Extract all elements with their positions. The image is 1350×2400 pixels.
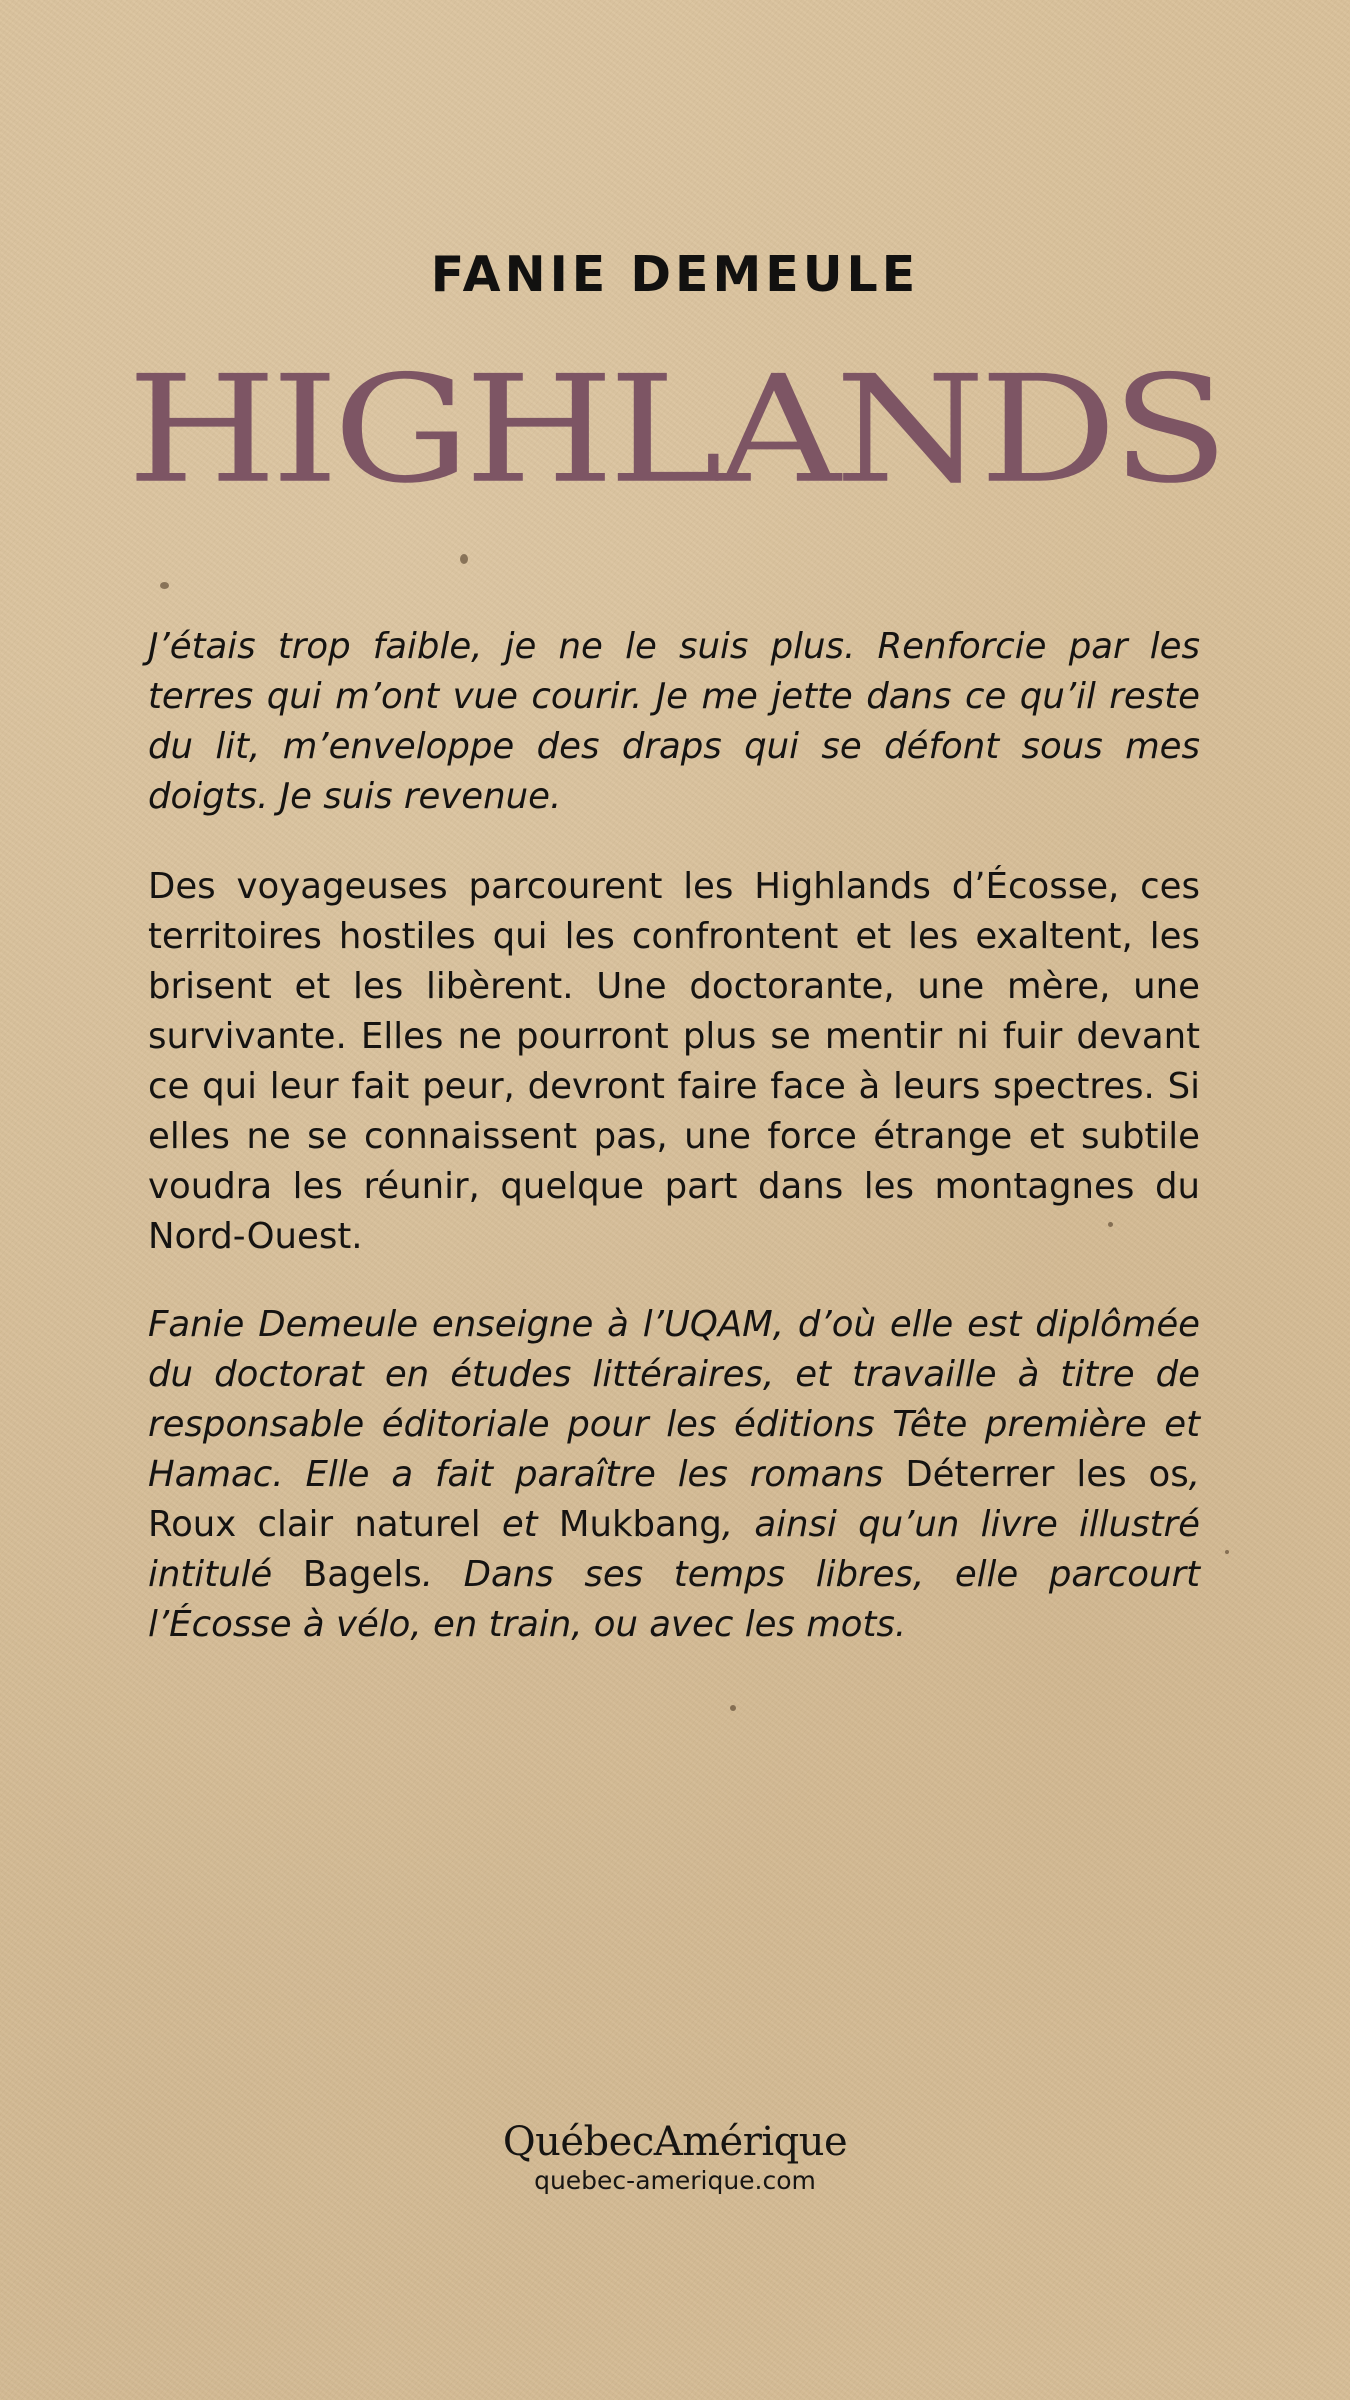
book-title-bagels: Bagels [302,1554,422,1595]
book-title-mukbang: Mukbang [558,1504,722,1545]
paper-speck [160,582,169,589]
author-name: FANIE DEMEULE [430,246,920,303]
excerpt-paragraph: J’étais trop faible, je ne le suis plus. Renforcie par les terres qui m’ont vue courir. Je me jette dans ce qu’il reste du lit, m’enveloppe des draps qui se défont sous mes doigts. Je suis revenue. [148,626,1200,817]
author-bio-paragraph [148,1300,1200,1650]
book-title-roux: Roux clair naturel [148,1504,481,1545]
book-title: HIGHLANDS [127,343,1223,516]
bio-text: Fanie Demeule enseigne à l’UQAM, d’où elle est diplômée du doctorat en études littéraires, et travaille à titre de responsable éditoriale pour les éditions Tête première et Hamac. Elle a fait paraître les romans [148,1304,1200,1495]
book-title-deterrer: Déterrer les os [905,1454,1189,1495]
paper-speck [460,554,468,564]
paper-speck [730,1705,736,1711]
summary-paragraph: Des voyageuses parcourent les Highlands d’Écosse, ces territoires hostiles qui les confrontent et les exaltent, les brisent et les libèrent. Une doctorante, une mère, une survivante. Elles ne pourront plus se mentir ni fuir devant ce qui leur fait peur, devront faire face à leurs spectres. Si elles ne se connaissent pas, une force étrange et subtile voudra les réunir, quelque part dans les montagnes du Nord-Ouest. [148,866,1200,1257]
publisher-logo: QuébecAmérique [502,2119,848,2165]
bio-text: , ainsi qu’un livre illustré intitulé [148,1504,1200,1595]
publisher-block [0,2118,1350,2196]
publisher-url[interactable]: quebec-amerique.com [534,2166,816,2195]
bio-separator: , [1188,1454,1200,1495]
bio-separator: et [480,1504,559,1545]
paper-speck [1225,1550,1229,1554]
bio-text: . Dans ses temps libres, elle parcourt l’Écosse à vélo, en train, ou avec les mots. [148,1554,1200,1645]
